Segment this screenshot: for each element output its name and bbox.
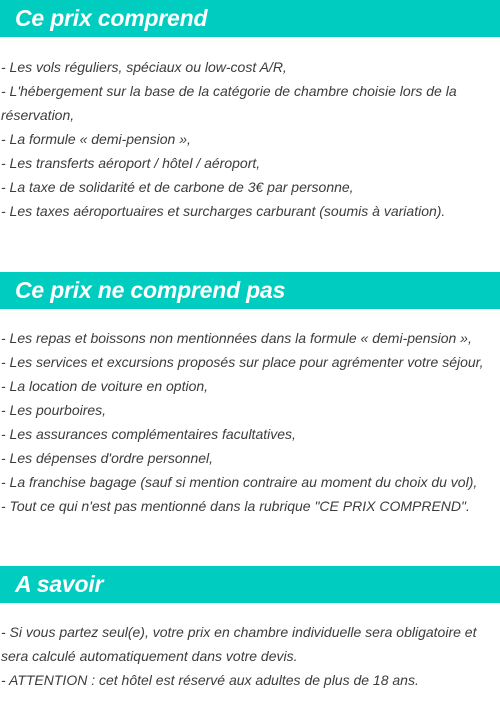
section-title: A savoir <box>15 571 104 597</box>
included-list <box>0 55 500 223</box>
section-title: Ce prix comprend <box>15 5 208 31</box>
section-header <box>0 566 500 603</box>
list-item: - Si vous partez seul(e), votre prix en chambre individuelle sera obligatoire et sera calculé automatiquement dans votre devis. <box>1 624 477 664</box>
section-good-to-know <box>0 566 500 692</box>
list-item: - Les repas et boissons non mentionnées dans la formule « demi-pension », <box>1 330 472 346</box>
list-item: - Les taxes aéroportuaires et surcharges carburant (soumis à variation). <box>1 203 446 219</box>
list-item: - Les pourboires, <box>1 402 107 418</box>
list-item: - Tout ce qui n'est pas mentionné dans la rubrique "CE PRIX COMPREND". <box>1 498 470 514</box>
section-not-included <box>0 272 500 518</box>
list-item: - La franchise bagage (sauf si mention contraire au moment du choix du vol), <box>1 474 478 490</box>
good-to-know-list <box>0 620 500 692</box>
list-item: - Les transferts aéroport / hôtel / aéroport, <box>1 155 261 171</box>
section-header <box>0 272 500 309</box>
section-header <box>0 0 500 37</box>
list-item: - Les services et excursions proposés sur place pour agrémenter votre séjour, <box>1 354 484 370</box>
list-item: - Les assurances complémentaires facultatives, <box>1 426 296 442</box>
list-item: - La location de voiture en option, <box>1 378 209 394</box>
list-item: - ATTENTION : cet hôtel est réservé aux adultes de plus de 18 ans. <box>1 672 419 688</box>
section-title: Ce prix ne comprend pas <box>15 277 286 303</box>
list-item: - Les dépenses d'ordre personnel, <box>1 450 214 466</box>
list-item: - Les vols réguliers, spéciaux ou low-cost A/R, <box>1 59 287 75</box>
not-included-list <box>0 326 500 518</box>
list-item: - La formule « demi-pension », <box>1 131 191 147</box>
list-item: - L'hébergement sur la base de la catégorie de chambre choisie lors de la réservation, <box>1 83 457 123</box>
section-included <box>0 0 500 223</box>
list-item: - La taxe de solidarité et de carbone de 3€ par personne, <box>1 179 354 195</box>
